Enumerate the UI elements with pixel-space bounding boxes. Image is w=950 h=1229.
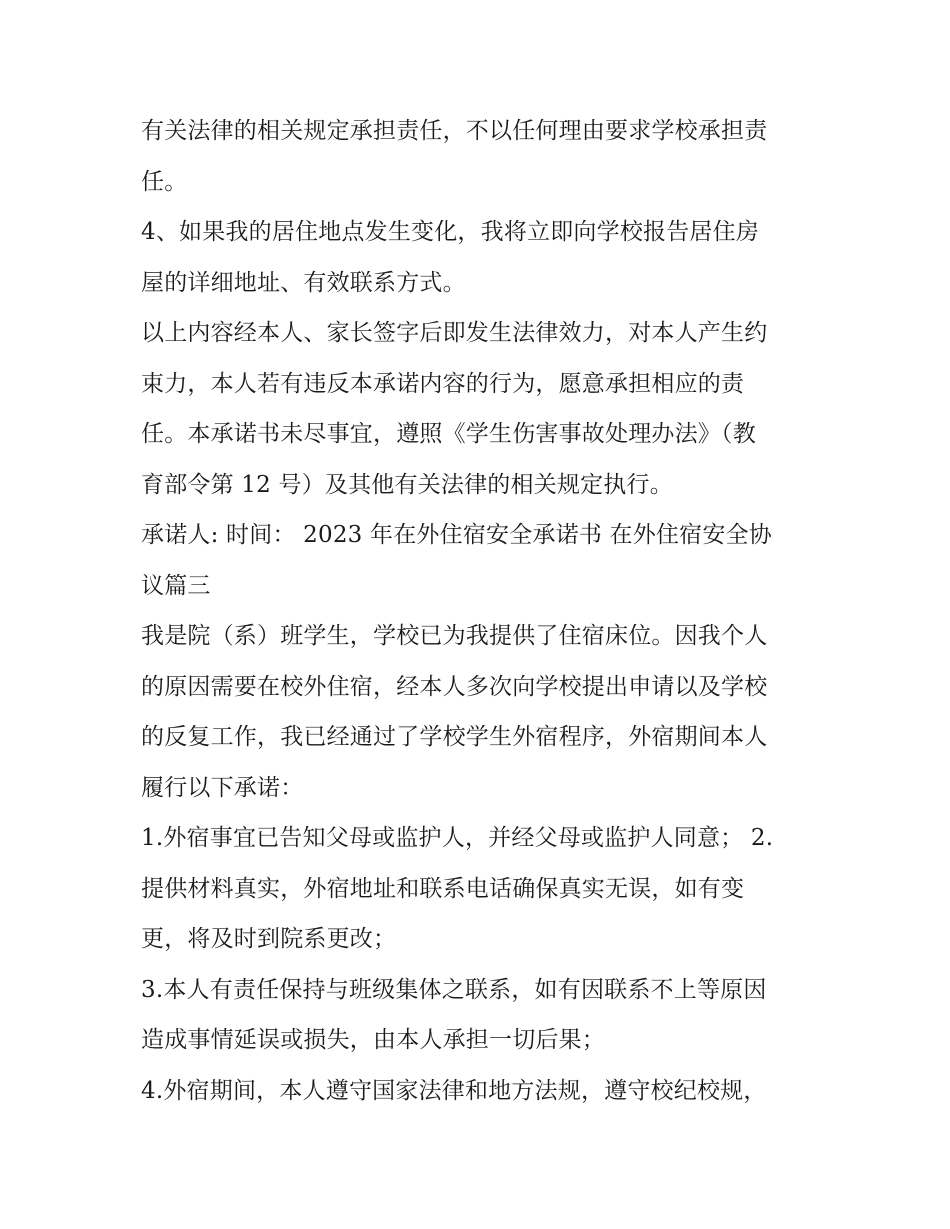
text-line: 更，将及时到院系更改； bbox=[141, 926, 397, 952]
text-line: 承诺人: 时间： 2023 年在外住宿安全承诺书 在外住宿安全协 bbox=[141, 522, 772, 548]
text-line: 有关法律的相关规定承担责任，不以任何理由要求学校承担责 bbox=[141, 118, 768, 144]
text-line: 束力，本人若有违反本承诺内容的行为，愿意承担相应的责 bbox=[141, 370, 745, 397]
text-line: 4、如果我的居住地点发生变化，我将立即向学校报告居住房 bbox=[141, 219, 760, 245]
text-line: 的原因需要在校外住宿，经本人多次向学校提出申请以及学校 bbox=[141, 673, 768, 700]
text-line: 履行以下承诺： bbox=[141, 774, 304, 801]
text-line: 4.外宿期间，本人遵守国家法律和地方法规，遵守校纪校规， bbox=[141, 1077, 767, 1104]
text-line: 屋的详细地址、有效联系方式。 bbox=[141, 269, 466, 296]
text-line: 育部令第 12 号）及其他有关法律的相关规定执行。 bbox=[141, 471, 673, 498]
text-line: 造成事情延误或损失，由本人承担一切后果； bbox=[141, 1027, 605, 1053]
document-body bbox=[141, 106, 821, 1116]
text-line: 提供材料真实，外宿地址和联系电话确保真实无误，如有变 bbox=[141, 875, 745, 902]
text-line: 的反复工作，我已经通过了学校学生外宿程序，外宿期间本人 bbox=[141, 724, 768, 750]
text-line: 任。本承诺书未尽事宜，遵照《学生伤害事故处理办法》（教 bbox=[141, 421, 756, 447]
text-line: 任。 bbox=[141, 168, 188, 195]
text-line: 3.本人有责任保持与班级集体之联系，如有因联系不上等原因 bbox=[141, 976, 767, 1003]
text-line: 1.外宿事宜已告知父母或监护人，并经父母或监护人同意； 2. bbox=[141, 825, 774, 851]
text-line: 议篇三 bbox=[141, 572, 211, 599]
text-line: 以上内容经本人、家长签字后即发生法律效力，对本人产生约 bbox=[141, 320, 768, 346]
text-line: 我是院（系）班学生，学校已为我提供了住宿床位。因我个人 bbox=[141, 623, 768, 649]
